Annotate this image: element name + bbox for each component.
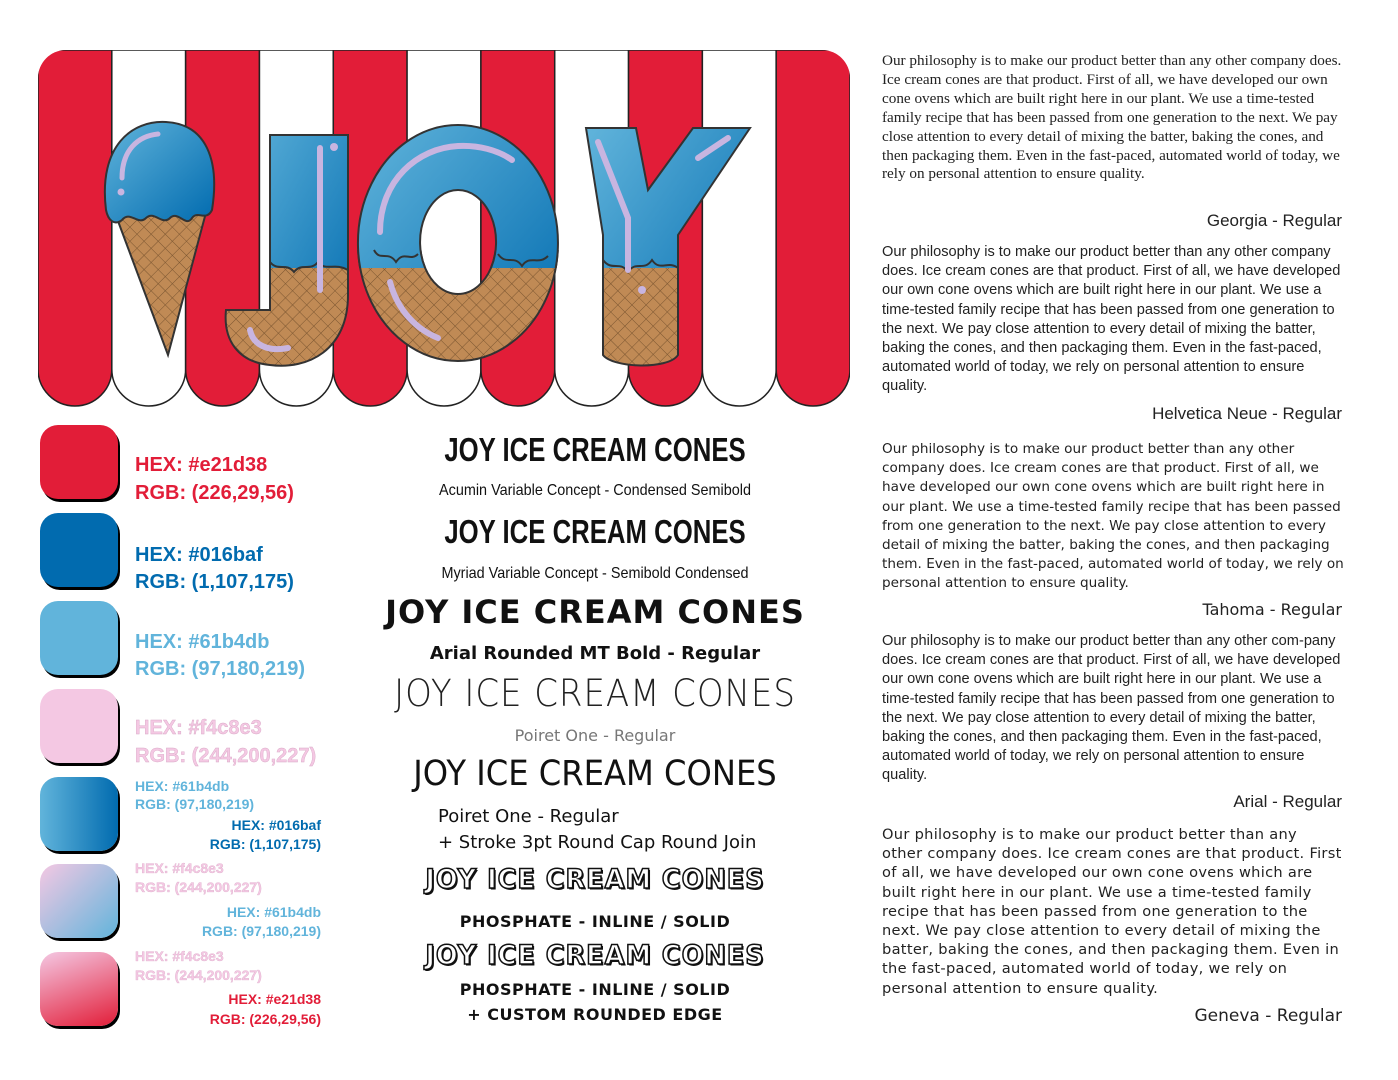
gradient-pink-blue-to-rgb: RGB: (97,180,219) xyxy=(201,923,321,939)
swatch-pink-rgb: RGB: (244,200,227) xyxy=(135,745,317,767)
specimen-phosphate-sample: JOY ICE CREAM CONES xyxy=(425,864,765,895)
swatch-gradient-blue xyxy=(40,777,118,851)
swatch-blue xyxy=(40,513,118,587)
swatch-pink-hex: HEX: #f4c8e3 xyxy=(135,717,262,739)
caption-georgia: Georgia - Regular xyxy=(1206,211,1342,230)
swatch-gradient-pink-blue xyxy=(40,864,118,938)
gradient-blue-to-rgb: RGB: (1,107,175) xyxy=(209,836,321,852)
paragraph-tahoma: Our philosophy is to make our product better than any other company does. Ice cream cones are that product. First of all, we have developed our own cone ovens which are built right here in our plant. We use a time-tested family recipe that has been passed from one generation to the next. We pay close attention to every detail of mixing the batter, baking the cones, and then packaging them. Even in the fast-paced, automated world of today, we rely on personal attention to ensure quality. xyxy=(882,441,1344,592)
specimen-phosphate-rounded-caption-2: + CUSTOM ROUNDED EDGE xyxy=(467,1005,723,1024)
caption-arial: Arial - Regular xyxy=(1233,792,1342,811)
paragraph-helvetica: Our philosophy is to make our product better than any other company does. Ice cream cones are that product. First of all, we have developed our own cone ovens which are built right here in our plant. We use a time-tested family recipe that has been passed from one generation to the next. We pay close attention to every detail of mixing the batter, baking the cones, and then packaging them. Even in the fast-paced, automated world of today, we rely on personal attention to ensure quality. xyxy=(882,244,1341,395)
letter-j-icon xyxy=(226,135,348,366)
gradient-blue-to-hex: HEX: #016baf xyxy=(231,817,321,833)
swatch-red-rgb: RGB: (226,29,56) xyxy=(135,482,294,504)
swatch-light-blue-hex: HEX: #61b4db xyxy=(135,631,270,653)
caption-tahoma: Tahoma - Regular xyxy=(1202,600,1342,619)
paragraph-arial: Our philosophy is to make our product better than any other com-pany does. Ice cream cones are that product. First of all, we have developed our own cone ovens which are built right here in our plant. We use a time-tested family recipe that has been passed from one generation to the next. We pay close attention to every detail of mixing the batter, baking the cones, and then packaging them. Even in the fast-paced, automated world of today, we rely on personal attention to ensure quality. xyxy=(882,633,1341,784)
gradient-pink-red-from-hex: HEX: #f4c8e3 xyxy=(135,948,224,964)
gradient-pink-red-from-rgb: RGB: (244,200,227) xyxy=(135,967,262,983)
caption-geneva: Geneva - Regular xyxy=(1194,1006,1342,1026)
swatch-light-blue xyxy=(40,601,118,675)
swatch-red xyxy=(40,425,118,499)
gradient-pink-blue-to-hex: HEX: #61b4db xyxy=(226,904,321,920)
specimen-arial-rounded-caption: Arial Rounded MT Bold - Regular xyxy=(429,643,761,664)
swatch-pink xyxy=(40,689,118,763)
specimen-poiret-stroke-caption-1: Poiret One - Regular xyxy=(438,806,619,827)
specimen-acumin-sample: JOY ICE CREAM CONES xyxy=(444,431,746,468)
gradient-blue-from-hex: HEX: #61b4db xyxy=(135,778,230,794)
specimen-poiret-sample: JOY ICE CREAM CONES xyxy=(394,672,796,715)
specimen-arial-rounded-sample: JOY ICE CREAM CONES xyxy=(385,593,805,631)
swatch-blue-hex: HEX: #016baf xyxy=(135,544,263,566)
gradient-pink-blue-from-rgb: RGB: (244,200,227) xyxy=(135,879,262,895)
paragraph-geneva: Our philosophy is to make our product better than any other company does. Ice cream cones are that product. First of all, we have developed our own cone ovens which are built right here in our plant. We use a time-tested family recipe that has been passed from one generation to the next. We pay close attention to every detail of mixing the batter, baking the cones, and then packaging them. Even in the fast-paced, automated world of today, we rely on personal attention to ensure quality. xyxy=(882,826,1342,997)
gradient-pink-blue-from-hex: HEX: #f4c8e3 xyxy=(135,860,224,876)
specimen-phosphate-rounded-sample: JOY ICE CREAM CONES xyxy=(425,940,765,971)
specimen-poiret-caption: Poiret One - Regular xyxy=(514,726,676,745)
specimen-myriad-caption: Myriad Variable Concept - Semibold Condensed xyxy=(441,565,749,582)
specimen-phosphate-caption: PHOSPHATE - INLINE / SOLID xyxy=(459,912,731,931)
swatch-blue-rgb: RGB: (1,107,175) xyxy=(135,571,294,593)
gradient-pink-red-to-rgb: RGB: (226,29,56) xyxy=(209,1011,321,1027)
swatch-red-hex: HEX: #e21d38 xyxy=(135,454,268,476)
joy-logo xyxy=(38,50,850,412)
specimen-myriad-sample: JOY ICE CREAM CONES xyxy=(444,513,746,550)
swatch-gradient-pink-red xyxy=(40,952,118,1026)
swatch-light-blue-rgb: RGB: (97,180,219) xyxy=(135,658,306,680)
letter-o-icon xyxy=(358,125,558,361)
specimen-phosphate-rounded-caption-1: PHOSPHATE - INLINE / SOLID xyxy=(459,980,731,999)
specimen-acumin-caption: Acumin Variable Concept - Condensed Semibold xyxy=(439,482,751,499)
gradient-blue-from-rgb: RGB: (97,180,219) xyxy=(135,796,255,812)
caption-helvetica: Helvetica Neue - Regular xyxy=(1152,404,1342,423)
letter-y-icon xyxy=(586,128,750,366)
ice-cream-cone-icon xyxy=(105,122,214,355)
specimen-poiret-stroke-sample: JOY ICE CREAM CONES xyxy=(413,754,777,794)
paragraph-georgia: Our philosophy is to make our product better than any other company does. Ice cream cones are that product. First of all, we have developed our own cone ovens which are built right here in our plant. We use a time-tested family recipe that has been passed from one generation to the next. We pay close attention to every detail of mixing the batter, baking the cones, and then packaging them. Even in the fast-paced, automated world of today, we rely on personal attention to ensure quality. xyxy=(882,52,1342,183)
gradient-pink-red-to-hex: HEX: #e21d38 xyxy=(228,991,321,1007)
specimen-poiret-stroke-caption-2: + Stroke 3pt Round Cap Round Join xyxy=(438,832,757,853)
